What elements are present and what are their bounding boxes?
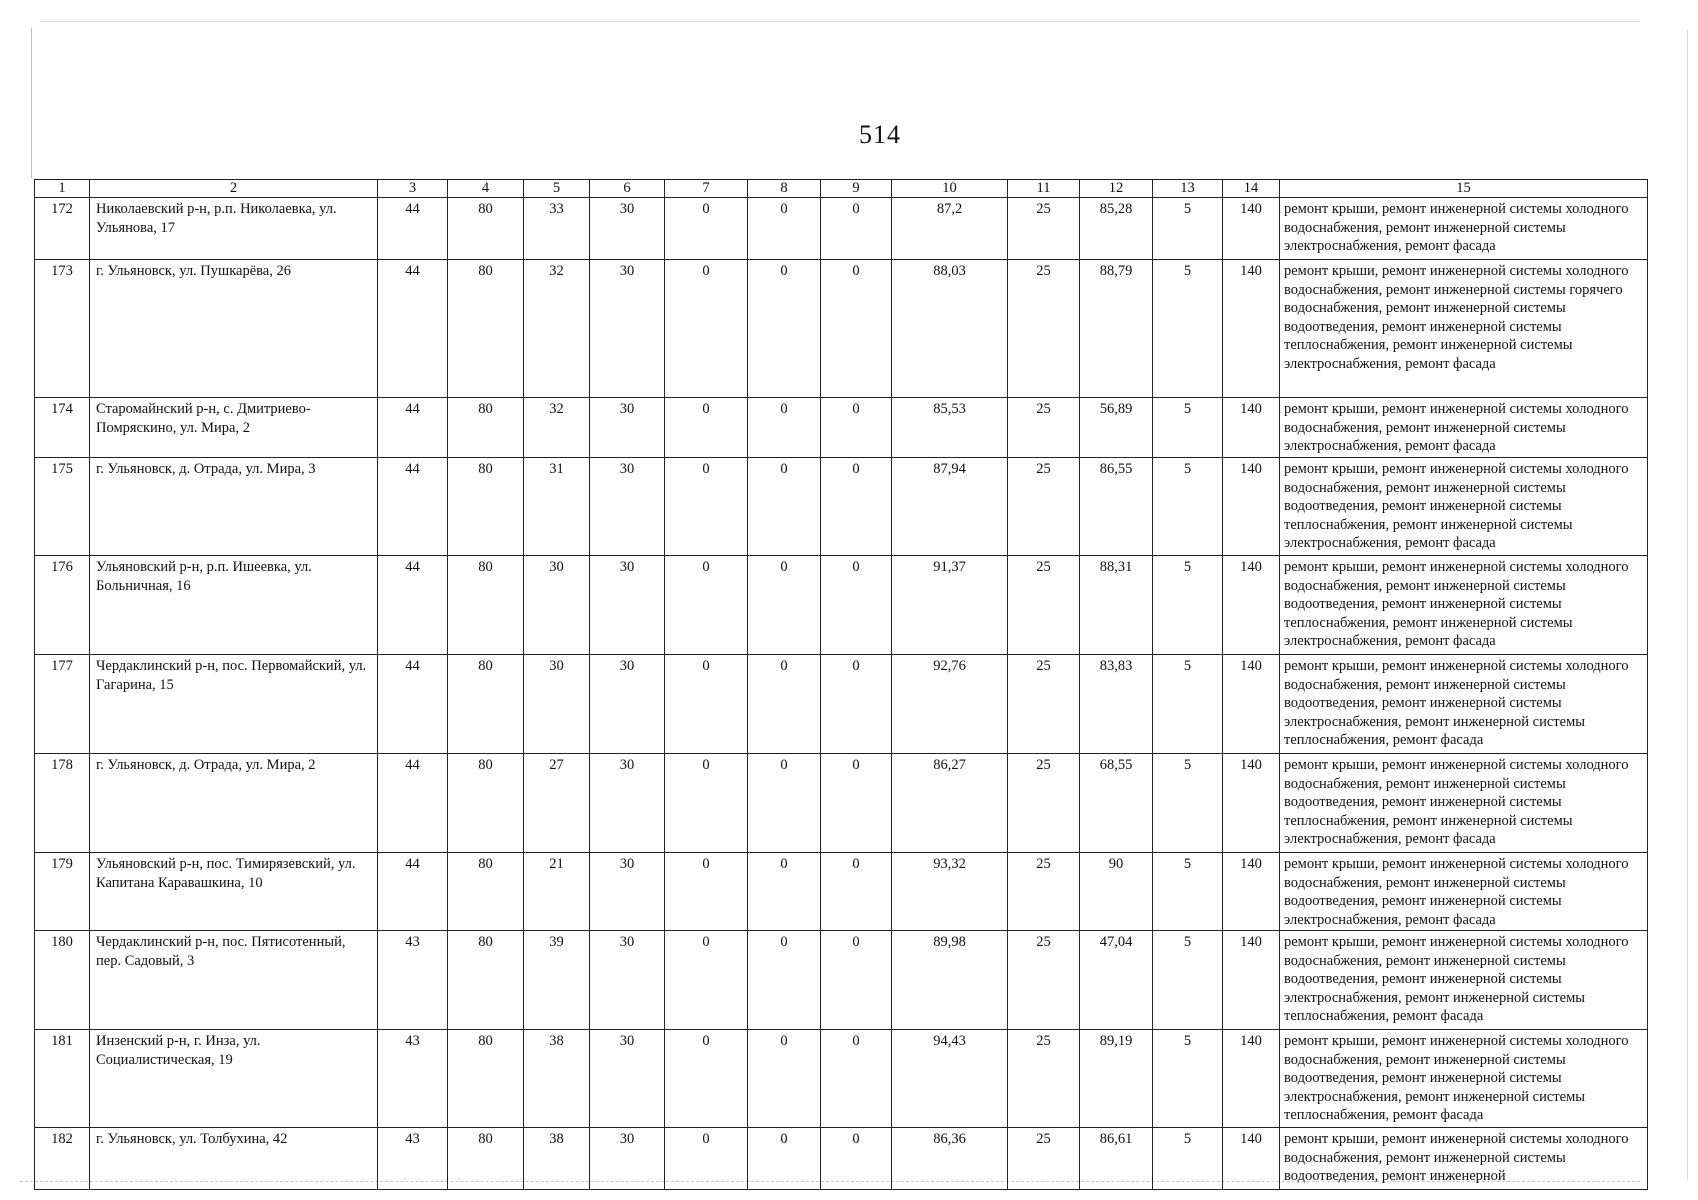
value-cell: 33 bbox=[524, 198, 590, 260]
value-cell: 0 bbox=[748, 853, 821, 931]
value-cell: 92,76 bbox=[892, 655, 1008, 754]
address-cell: Старомайнский р-н, с. Дмитриево-Помряскино, ул. Мира, 2 bbox=[90, 398, 378, 458]
address-cell: г. Ульяновск, д. Отрада, ул. Мира, 2 bbox=[90, 754, 378, 853]
value-cell: 30 bbox=[590, 556, 665, 655]
table-row bbox=[35, 458, 1648, 556]
value-cell: 140 bbox=[1223, 198, 1280, 260]
value-cell: 140 bbox=[1223, 655, 1280, 754]
value-cell: 140 bbox=[1223, 458, 1280, 556]
value-cell: 30 bbox=[524, 655, 590, 754]
value-cell: 0 bbox=[821, 260, 892, 398]
value-cell: 30 bbox=[590, 198, 665, 260]
value-cell: 0 bbox=[665, 198, 748, 260]
column-number-cell: 9 bbox=[821, 180, 892, 198]
row-number-cell: 177 bbox=[35, 655, 90, 754]
column-number-row bbox=[35, 180, 1648, 198]
value-cell: 32 bbox=[524, 260, 590, 398]
value-cell: 87,94 bbox=[892, 458, 1008, 556]
address-cell: г. Ульяновск, ул. Пушкарёва, 26 bbox=[90, 260, 378, 398]
table-row bbox=[35, 398, 1648, 458]
value-cell: 140 bbox=[1223, 931, 1280, 1030]
value-cell: 80 bbox=[448, 556, 524, 655]
works-cell: ремонт крыши, ремонт инженерной системы холодного водоснабжения, ремонт инженерной системы водоотведения, ремонт инженерной системы электроснабжения, ремонт инженерной системы теплоснабжения, ремонт фасада bbox=[1280, 655, 1648, 754]
works-cell: ремонт крыши, ремонт инженерной системы холодного водоснабжения, ремонт инженерной системы водоотведения, ремонт инженерной системы теплоснабжения, ремонт инженерной системы электроснабжения, ремонт фасада bbox=[1280, 458, 1648, 556]
address-cell: Чердаклинский р-н, пос. Пятисотенный, пер. Садовый, 3 bbox=[90, 931, 378, 1030]
value-cell: 56,89 bbox=[1080, 398, 1153, 458]
value-cell: 25 bbox=[1008, 398, 1080, 458]
value-cell: 140 bbox=[1223, 1030, 1280, 1128]
table-row bbox=[35, 754, 1648, 853]
value-cell: 25 bbox=[1008, 260, 1080, 398]
value-cell: 0 bbox=[665, 398, 748, 458]
value-cell: 0 bbox=[748, 1128, 821, 1190]
value-cell: 43 bbox=[378, 1030, 448, 1128]
value-cell: 25 bbox=[1008, 458, 1080, 556]
value-cell: 80 bbox=[448, 1128, 524, 1190]
value-cell: 5 bbox=[1153, 398, 1223, 458]
value-cell: 0 bbox=[748, 754, 821, 853]
scan-edge-top bbox=[40, 21, 1640, 22]
value-cell: 25 bbox=[1008, 1030, 1080, 1128]
row-number-cell: 178 bbox=[35, 754, 90, 853]
value-cell: 140 bbox=[1223, 1128, 1280, 1190]
row-number-cell: 179 bbox=[35, 853, 90, 931]
column-number-cell: 2 bbox=[90, 180, 378, 198]
value-cell: 0 bbox=[748, 198, 821, 260]
value-cell: 140 bbox=[1223, 556, 1280, 655]
column-number-cell: 12 bbox=[1080, 180, 1153, 198]
value-cell: 44 bbox=[378, 754, 448, 853]
value-cell: 0 bbox=[821, 458, 892, 556]
value-cell: 30 bbox=[590, 260, 665, 398]
value-cell: 5 bbox=[1153, 198, 1223, 260]
value-cell: 0 bbox=[665, 556, 748, 655]
value-cell: 89,19 bbox=[1080, 1030, 1153, 1128]
value-cell: 0 bbox=[748, 398, 821, 458]
value-cell: 89,98 bbox=[892, 931, 1008, 1030]
value-cell: 5 bbox=[1153, 853, 1223, 931]
value-cell: 5 bbox=[1153, 1030, 1223, 1128]
scan-edge-right bbox=[1687, 30, 1688, 1180]
value-cell: 5 bbox=[1153, 754, 1223, 853]
value-cell: 80 bbox=[448, 260, 524, 398]
value-cell: 88,79 bbox=[1080, 260, 1153, 398]
value-cell: 87,2 bbox=[892, 198, 1008, 260]
value-cell: 80 bbox=[448, 398, 524, 458]
address-cell: Ульяновский р-н, пос. Тимирязевский, ул. Капитана Каравашкина, 10 bbox=[90, 853, 378, 931]
value-cell: 44 bbox=[378, 260, 448, 398]
row-number-cell: 174 bbox=[35, 398, 90, 458]
value-cell: 85,28 bbox=[1080, 198, 1153, 260]
value-cell: 86,27 bbox=[892, 754, 1008, 853]
value-cell: 0 bbox=[665, 1128, 748, 1190]
value-cell: 44 bbox=[378, 198, 448, 260]
value-cell: 0 bbox=[748, 458, 821, 556]
value-cell: 0 bbox=[821, 198, 892, 260]
value-cell: 38 bbox=[524, 1128, 590, 1190]
value-cell: 90 bbox=[1080, 853, 1153, 931]
value-cell: 5 bbox=[1153, 931, 1223, 1030]
table-row bbox=[35, 853, 1648, 931]
value-cell: 0 bbox=[821, 655, 892, 754]
value-cell: 0 bbox=[821, 1128, 892, 1190]
column-number-cell: 4 bbox=[448, 180, 524, 198]
column-number-cell: 6 bbox=[590, 180, 665, 198]
value-cell: 94,43 bbox=[892, 1030, 1008, 1128]
value-cell: 88,31 bbox=[1080, 556, 1153, 655]
row-number-cell: 172 bbox=[35, 198, 90, 260]
value-cell: 80 bbox=[448, 754, 524, 853]
value-cell: 44 bbox=[378, 853, 448, 931]
column-number-cell: 13 bbox=[1153, 180, 1223, 198]
value-cell: 80 bbox=[448, 1030, 524, 1128]
column-number-cell: 1 bbox=[35, 180, 90, 198]
value-cell: 31 bbox=[524, 458, 590, 556]
table-body bbox=[35, 198, 1648, 1190]
row-number-cell: 176 bbox=[35, 556, 90, 655]
value-cell: 140 bbox=[1223, 260, 1280, 398]
page-number: 514 bbox=[859, 120, 901, 149]
works-cell: ремонт крыши, ремонт инженерной системы холодного водоснабжения, ремонт инженерной системы водоотведения, ремонт инженерной системы теплоснабжения, ремонт инженерной системы электроснабжения, ремонт фасада bbox=[1280, 754, 1648, 853]
value-cell: 0 bbox=[821, 1030, 892, 1128]
works-cell: ремонт крыши, ремонт инженерной системы холодного водоснабжения, ремонт инженерной системы водоотведения, ремонт инженерной системы электроснабжения, ремонт инженерной системы теплоснабжения, ремонт фасада bbox=[1280, 1030, 1648, 1128]
column-number-cell: 5 bbox=[524, 180, 590, 198]
value-cell: 0 bbox=[821, 853, 892, 931]
address-cell: Николаевский р-н, р.п. Николаевка, ул. Ульянова, 17 bbox=[90, 198, 378, 260]
value-cell: 30 bbox=[590, 1128, 665, 1190]
value-cell: 5 bbox=[1153, 260, 1223, 398]
repair-program-table bbox=[34, 179, 1648, 1190]
column-number-cell: 14 bbox=[1223, 180, 1280, 198]
row-number-cell: 175 bbox=[35, 458, 90, 556]
value-cell: 30 bbox=[590, 931, 665, 1030]
value-cell: 25 bbox=[1008, 931, 1080, 1030]
value-cell: 27 bbox=[524, 754, 590, 853]
value-cell: 30 bbox=[524, 556, 590, 655]
value-cell: 44 bbox=[378, 556, 448, 655]
value-cell: 0 bbox=[665, 458, 748, 556]
value-cell: 0 bbox=[665, 931, 748, 1030]
value-cell: 0 bbox=[665, 754, 748, 853]
works-cell: ремонт крыши, ремонт инженерной системы холодного водоснабжения, ремонт инженерной системы водоотведения, ремонт инженерной системы электроснабжения, ремонт инженерной системы теплоснабжения, ремонт фасада bbox=[1280, 931, 1648, 1030]
value-cell: 25 bbox=[1008, 754, 1080, 853]
value-cell: 32 bbox=[524, 398, 590, 458]
value-cell: 140 bbox=[1223, 754, 1280, 853]
scan-edge-left bbox=[31, 28, 32, 178]
address-cell: Инзенский р-н, г. Инза, ул. Социалистическая, 19 bbox=[90, 1030, 378, 1128]
table-row bbox=[35, 260, 1648, 398]
value-cell: 86,36 bbox=[892, 1128, 1008, 1190]
table-row bbox=[35, 1030, 1648, 1128]
value-cell: 0 bbox=[748, 931, 821, 1030]
value-cell: 80 bbox=[448, 458, 524, 556]
table-row bbox=[35, 931, 1648, 1030]
value-cell: 25 bbox=[1008, 198, 1080, 260]
value-cell: 0 bbox=[748, 1030, 821, 1128]
value-cell: 0 bbox=[665, 260, 748, 398]
value-cell: 44 bbox=[378, 458, 448, 556]
value-cell: 0 bbox=[821, 556, 892, 655]
address-cell: г. Ульяновск, д. Отрада, ул. Мира, 3 bbox=[90, 458, 378, 556]
value-cell: 88,03 bbox=[892, 260, 1008, 398]
value-cell: 21 bbox=[524, 853, 590, 931]
value-cell: 38 bbox=[524, 1030, 590, 1128]
column-number-cell: 11 bbox=[1008, 180, 1080, 198]
column-number-cell: 15 bbox=[1280, 180, 1648, 198]
value-cell: 5 bbox=[1153, 556, 1223, 655]
value-cell: 25 bbox=[1008, 655, 1080, 754]
column-number-cell: 10 bbox=[892, 180, 1008, 198]
value-cell: 93,32 bbox=[892, 853, 1008, 931]
value-cell: 30 bbox=[590, 398, 665, 458]
value-cell: 30 bbox=[590, 458, 665, 556]
works-cell: ремонт крыши, ремонт инженерной системы холодного водоснабжения, ремонт инженерной системы электроснабжения, ремонт фасада bbox=[1280, 398, 1648, 458]
value-cell: 44 bbox=[378, 655, 448, 754]
value-cell: 0 bbox=[748, 556, 821, 655]
value-cell: 25 bbox=[1008, 853, 1080, 931]
table-row bbox=[35, 198, 1648, 260]
value-cell: 47,04 bbox=[1080, 931, 1153, 1030]
works-cell: ремонт крыши, ремонт инженерной системы холодного водоснабжения, ремонт инженерной системы водоотведения, ремонт инженерной системы теплоснабжения, ремонт инженерной системы электроснабжения, ремонт фасада bbox=[1280, 556, 1648, 655]
value-cell: 68,55 bbox=[1080, 754, 1153, 853]
table-row bbox=[35, 1128, 1648, 1190]
value-cell: 0 bbox=[665, 655, 748, 754]
value-cell: 0 bbox=[821, 931, 892, 1030]
value-cell: 0 bbox=[665, 853, 748, 931]
value-cell: 30 bbox=[590, 754, 665, 853]
row-number-cell: 181 bbox=[35, 1030, 90, 1128]
value-cell: 86,55 bbox=[1080, 458, 1153, 556]
address-cell: Ульяновский р-н, р.п. Ишеевка, ул. Больничная, 16 bbox=[90, 556, 378, 655]
works-cell: ремонт крыши, ремонт инженерной системы холодного водоснабжения, ремонт инженерной системы водоотведения, ремонт инженерной bbox=[1280, 1128, 1648, 1190]
row-number-cell: 180 bbox=[35, 931, 90, 1030]
works-cell: ремонт крыши, ремонт инженерной системы холодного водоснабжения, ремонт инженерной системы водоотведения, ремонт инженерной системы электроснабжения, ремонт фасада bbox=[1280, 853, 1648, 931]
value-cell: 5 bbox=[1153, 655, 1223, 754]
value-cell: 80 bbox=[448, 655, 524, 754]
table-row bbox=[35, 556, 1648, 655]
value-cell: 43 bbox=[378, 931, 448, 1030]
value-cell: 83,83 bbox=[1080, 655, 1153, 754]
value-cell: 5 bbox=[1153, 458, 1223, 556]
value-cell: 140 bbox=[1223, 853, 1280, 931]
value-cell: 39 bbox=[524, 931, 590, 1030]
value-cell: 86,61 bbox=[1080, 1128, 1153, 1190]
value-cell: 80 bbox=[448, 931, 524, 1030]
value-cell: 91,37 bbox=[892, 556, 1008, 655]
works-cell: ремонт крыши, ремонт инженерной системы холодного водоснабжения, ремонт инженерной системы электроснабжения, ремонт фасада bbox=[1280, 198, 1648, 260]
value-cell: 30 bbox=[590, 1030, 665, 1128]
value-cell: 80 bbox=[448, 853, 524, 931]
value-cell: 30 bbox=[590, 853, 665, 931]
works-cell: ремонт крыши, ремонт инженерной системы холодного водоснабжения, ремонт инженерной системы горячего водоснабжения, ремонт инженерной системы водоотведения, ремонт инженерной системы теплоснабжения, ремонт инженерной системы электроснабжения, ремонт фасада bbox=[1280, 260, 1648, 398]
value-cell: 25 bbox=[1008, 1128, 1080, 1190]
table-row bbox=[35, 655, 1648, 754]
column-number-cell: 8 bbox=[748, 180, 821, 198]
value-cell: 0 bbox=[665, 1030, 748, 1128]
value-cell: 0 bbox=[748, 655, 821, 754]
address-cell: г. Ульяновск, ул. Толбухина, 42 bbox=[90, 1128, 378, 1190]
value-cell: 30 bbox=[590, 655, 665, 754]
value-cell: 25 bbox=[1008, 556, 1080, 655]
value-cell: 85,53 bbox=[892, 398, 1008, 458]
row-number-cell: 173 bbox=[35, 260, 90, 398]
value-cell: 0 bbox=[821, 754, 892, 853]
value-cell: 140 bbox=[1223, 398, 1280, 458]
row-number-cell: 182 bbox=[35, 1128, 90, 1190]
column-number-cell: 7 bbox=[665, 180, 748, 198]
value-cell: 0 bbox=[821, 398, 892, 458]
value-cell: 5 bbox=[1153, 1128, 1223, 1190]
value-cell: 0 bbox=[748, 260, 821, 398]
value-cell: 44 bbox=[378, 398, 448, 458]
value-cell: 43 bbox=[378, 1128, 448, 1190]
column-number-cell: 3 bbox=[378, 180, 448, 198]
address-cell: Чердаклинский р-н, пос. Первомайский, ул. Гагарина, 15 bbox=[90, 655, 378, 754]
value-cell: 80 bbox=[448, 198, 524, 260]
